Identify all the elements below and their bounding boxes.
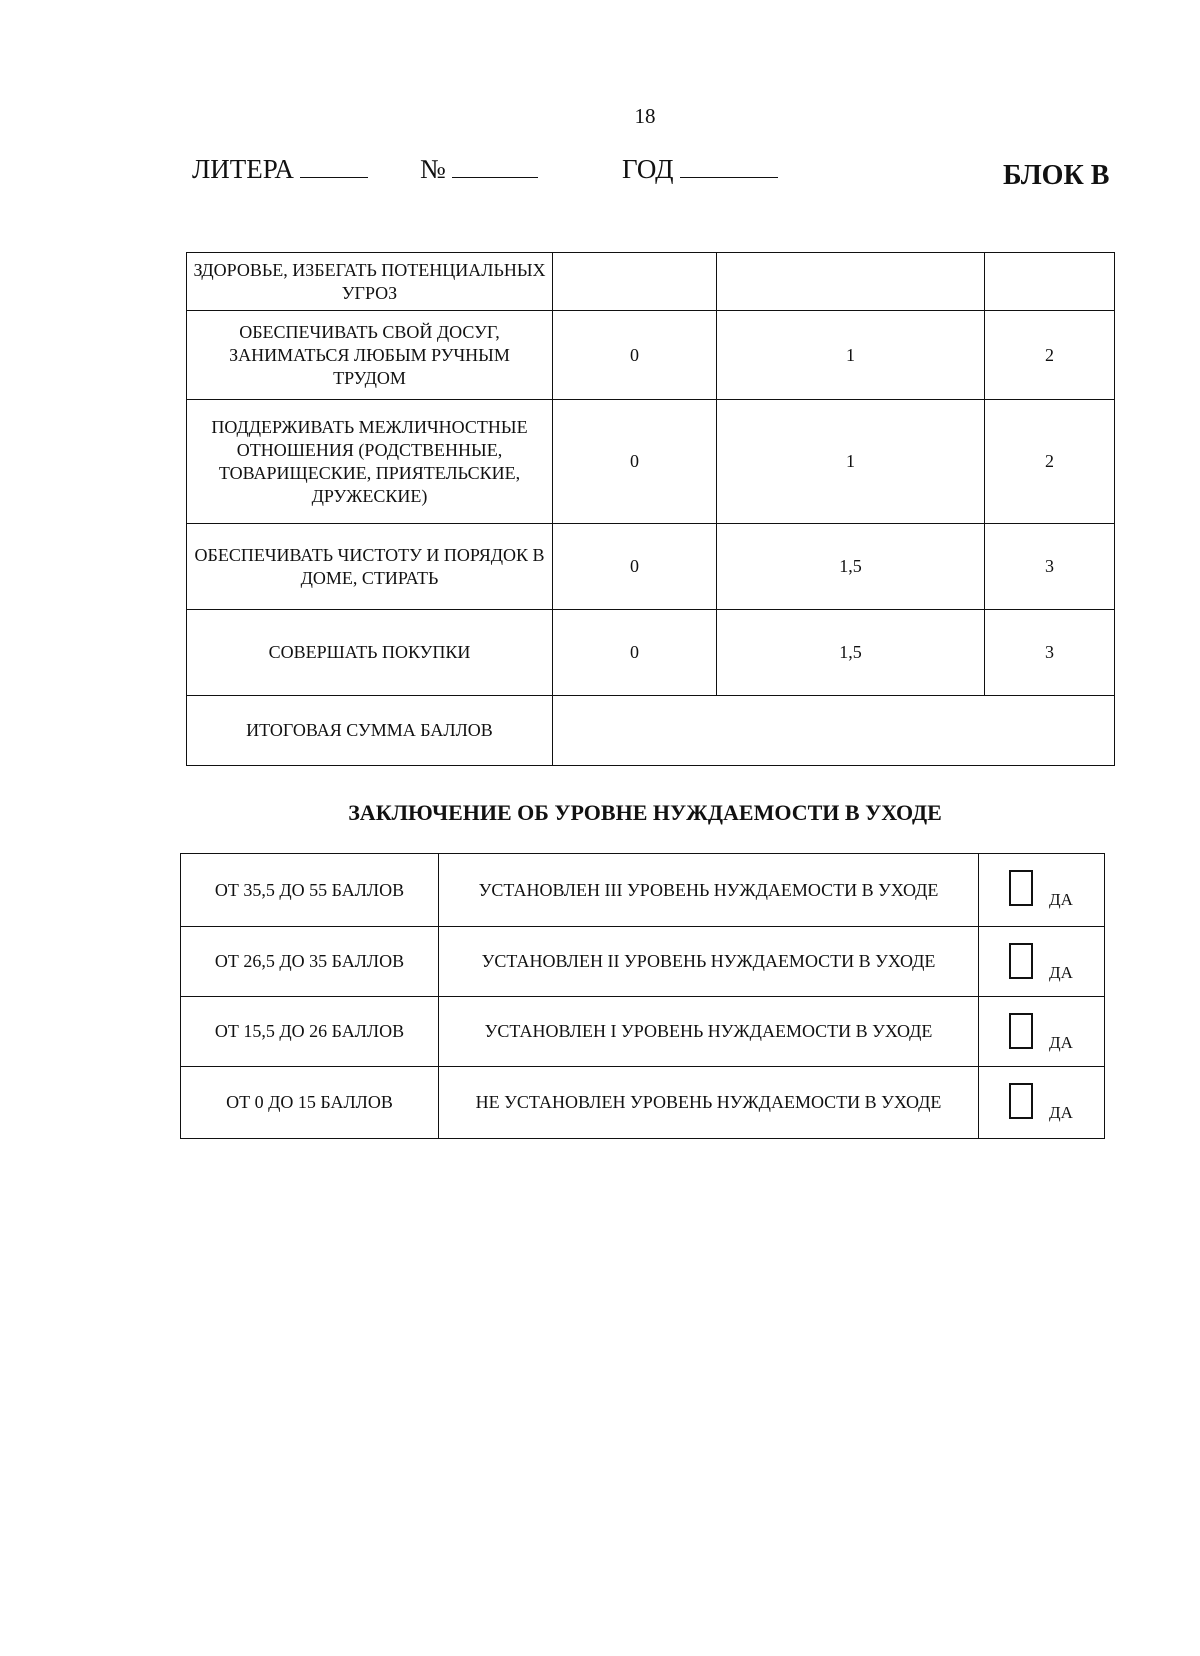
score-0[interactable]: 0: [553, 400, 717, 524]
score-range: ОТ 26,5 ДО 35 БАЛЛОВ: [181, 927, 439, 997]
score-1[interactable]: 1: [717, 400, 985, 524]
table-row: [187, 610, 1115, 696]
care-level-result: УСТАНОВЛЕН I УРОВЕНЬ НУЖДАЕМОСТИ В УХОДЕ: [439, 997, 979, 1067]
score-table: [186, 252, 1115, 766]
score-2[interactable]: 3: [985, 524, 1115, 610]
yes-label: ДА: [1049, 1033, 1073, 1052]
yes-option[interactable]: [979, 927, 1105, 997]
yes-option[interactable]: [979, 997, 1105, 1067]
score-1[interactable]: [717, 253, 985, 311]
row-label: ЗДОРОВЬЕ, ИЗБЕГАТЬ ПОТЕНЦИАЛЬНЫХ УГРОЗ: [187, 253, 553, 311]
yes-label: ДА: [1049, 890, 1073, 909]
table-row: [181, 927, 1105, 997]
checkbox[interactable]: [1009, 943, 1033, 979]
care-level-result: УСТАНОВЛЕН III УРОВЕНЬ НУЖДАЕМОСТИ В УХОДЕ: [439, 854, 979, 927]
yes-label: ДА: [1049, 963, 1073, 982]
score-0[interactable]: 0: [553, 524, 717, 610]
score-2[interactable]: [985, 253, 1115, 311]
score-0[interactable]: [553, 253, 717, 311]
checkbox[interactable]: [1009, 870, 1033, 906]
score-2[interactable]: 2: [985, 400, 1115, 524]
litera-label: ЛИТЕРА: [192, 154, 294, 184]
table-row: [187, 524, 1115, 610]
table-row: [181, 997, 1105, 1067]
table-row: [187, 253, 1115, 311]
yes-option[interactable]: [979, 854, 1105, 927]
total-label: ИТОГОВАЯ СУММА БАЛЛОВ: [187, 696, 553, 766]
care-level-result: НЕ УСТАНОВЛЕН УРОВЕНЬ НУЖДАЕМОСТИ В УХОДЕ: [439, 1067, 979, 1139]
total-row: [187, 696, 1115, 766]
score-0[interactable]: 0: [553, 311, 717, 400]
table-row: [181, 1067, 1105, 1139]
row-label: ОБЕСПЕЧИВАТЬ ЧИСТОТУ И ПОРЯДОК В ДОМЕ, СТИРАТЬ: [187, 524, 553, 610]
checkbox[interactable]: [1009, 1083, 1033, 1119]
year-label: ГОД: [622, 154, 674, 184]
score-range: ОТ 15,5 ДО 26 БАЛЛОВ: [181, 997, 439, 1067]
row-label: СОВЕРШАТЬ ПОКУПКИ: [187, 610, 553, 696]
score-1[interactable]: 1,5: [717, 524, 985, 610]
table-row: [187, 400, 1115, 524]
year-blank[interactable]: [680, 155, 778, 178]
row-label: ПОДДЕРЖИВАТЬ МЕЖЛИЧНОСТНЫЕ ОТНОШЕНИЯ (РОДСТВЕННЫЕ, ТОВАРИЩЕСКИЕ, ПРИЯТЕЛЬСКИЕ, ДРУЖЕСКИЕ): [187, 400, 553, 524]
yes-label: ДА: [1049, 1103, 1073, 1122]
score-1[interactable]: 1,5: [717, 610, 985, 696]
number-blank[interactable]: [452, 155, 538, 178]
total-value[interactable]: [553, 696, 1115, 766]
conclusion-table: [180, 853, 1105, 1139]
form-header: [0, 150, 1200, 200]
score-2[interactable]: 2: [985, 311, 1115, 400]
row-label: ОБЕСПЕЧИВАТЬ СВОЙ ДОСУГ, ЗАНИМАТЬСЯ ЛЮБЫМ РУЧНЫМ ТРУДОМ: [187, 311, 553, 400]
block-label: БЛОК В: [1003, 160, 1110, 191]
year-field: [622, 154, 778, 185]
checkbox[interactable]: [1009, 1013, 1033, 1049]
number-field: [420, 154, 538, 185]
table-row: [181, 854, 1105, 927]
number-label: №: [420, 154, 446, 184]
score-1[interactable]: 1: [717, 311, 985, 400]
litera-blank[interactable]: [300, 155, 368, 178]
score-2[interactable]: 3: [985, 610, 1115, 696]
litera-field: [192, 154, 368, 185]
conclusion-title: ЗАКЛЮЧЕНИЕ ОБ УРОВНЕ НУЖДАЕМОСТИ В УХОДЕ: [348, 800, 942, 825]
score-range: ОТ 0 ДО 15 БАЛЛОВ: [181, 1067, 439, 1139]
yes-option[interactable]: [979, 1067, 1105, 1139]
page-number: 18: [634, 104, 656, 128]
care-level-result: УСТАНОВЛЕН II УРОВЕНЬ НУЖДАЕМОСТИ В УХОДЕ: [439, 927, 979, 997]
score-range: ОТ 35,5 ДО 55 БАЛЛОВ: [181, 854, 439, 927]
score-0[interactable]: 0: [553, 610, 717, 696]
table-row: [187, 311, 1115, 400]
